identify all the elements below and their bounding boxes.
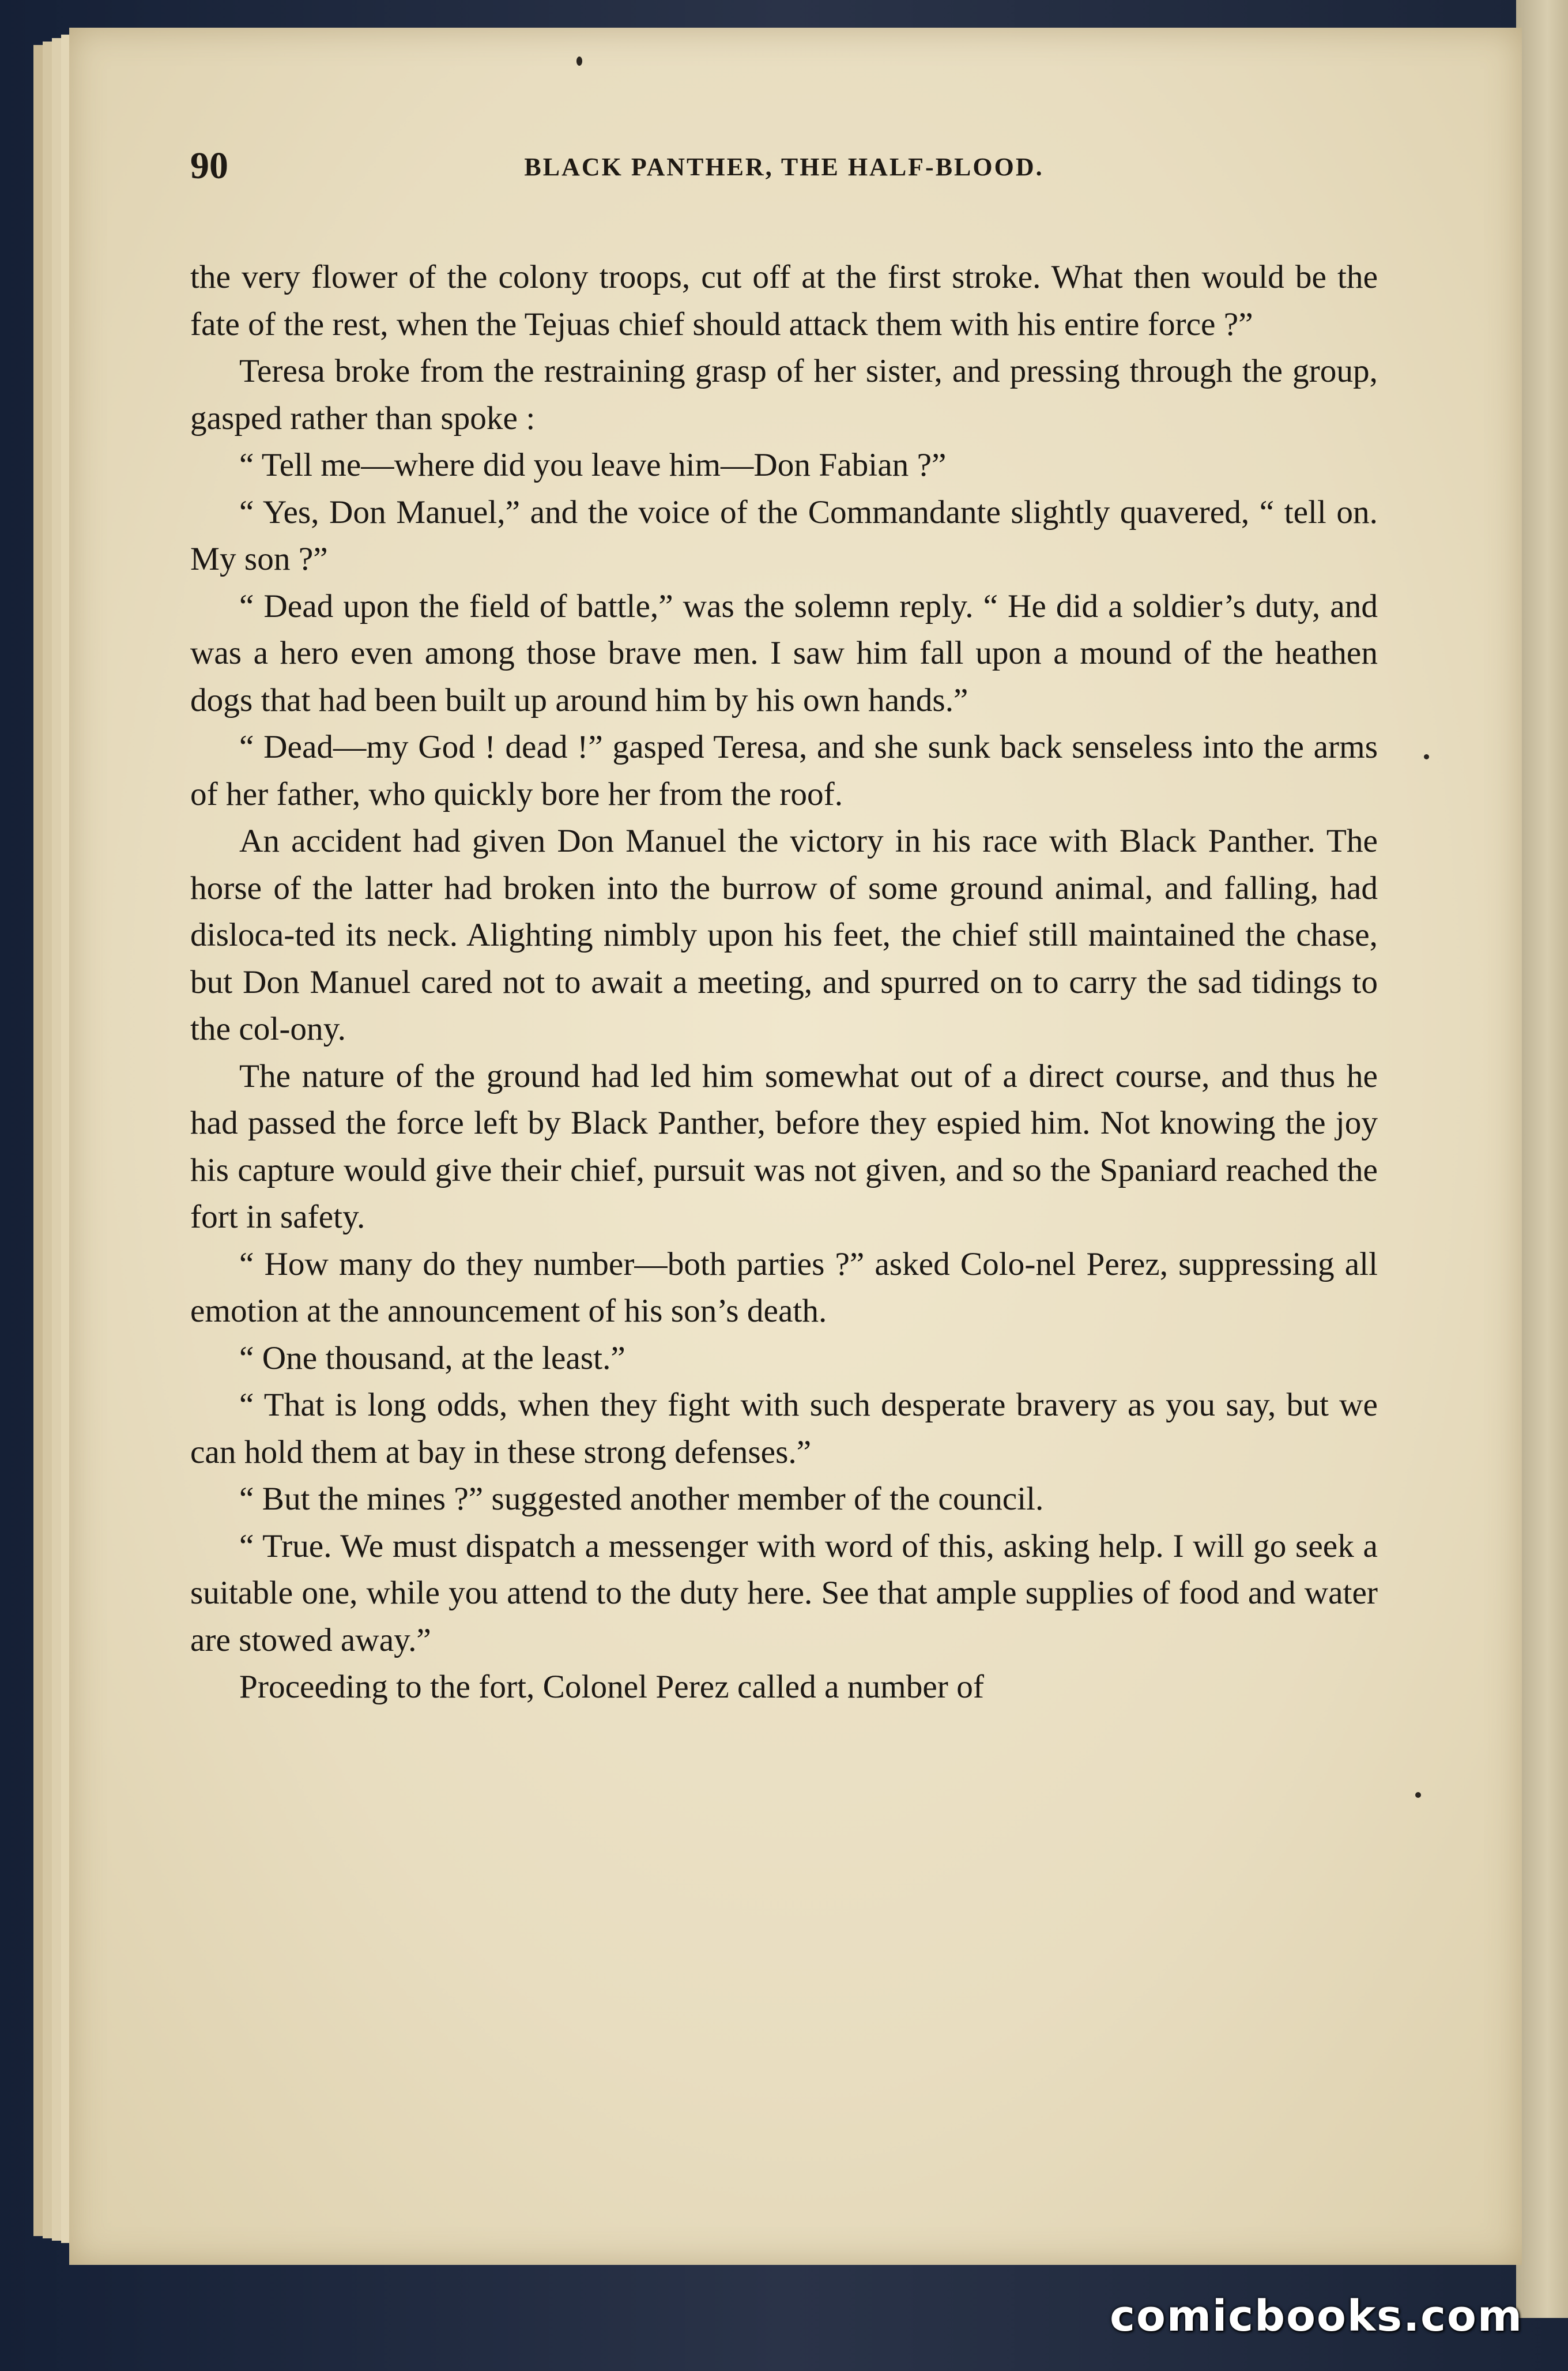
paragraph: Proceeding to the fort, Colonel Perez called a number of	[239, 1669, 984, 1705]
paragraph: “ One thousand, at the least.”	[239, 1339, 625, 1376]
ink-speck	[1424, 754, 1429, 759]
paragraph: “ Tell me—where did you leave him—Don Fabian ?”	[239, 447, 947, 483]
paragraph: Teresa broke from the restraining grasp of her sister, and pressing through the group, gasped rather than spoke :	[190, 353, 1378, 436]
watermark: comicbooks.com	[1110, 2291, 1523, 2341]
paragraph: The nature of the ground had led him somewhat out of a direct course, and thus he had passed the force left by Black Panther, before they espied him. Not knowing the joy his capture would give their chief, pursuit was not given, and so the Spaniard reached the fort in safety.	[190, 1057, 1378, 1235]
paragraph: “ Dead upon the field of battle,” was the solemn reply. “ He did a soldier’s duty, and was a hero even among those brave men. I saw him fall upon a mound of the heathen dogs that had been built up around him by his own hands.”	[190, 588, 1378, 718]
paragraph: “ That is long odds, when they fight with such desperate bravery as you say, but we can hold them at bay in these strong defenses.”	[190, 1387, 1378, 1470]
back-page-edge	[1516, 0, 1568, 2318]
paragraph: “ True. We must dispatch a messenger with word of this, asking help. I will go seek a suitable one, while you attend to the duty here. See that ample supplies of food and water are stowed away.”	[190, 1527, 1378, 1658]
page-number: 90	[190, 145, 228, 187]
running-head: BLACK PANTHER, THE HALF-BLOOD.	[524, 153, 1044, 181]
paragraph: “ Yes, Don Manuel,” and the voice of the Commandante slightly quavered, “ tell on. My son ?”	[190, 494, 1378, 577]
paragraph: An accident had given Don Manuel the victory in his race with Black Panther. The horse of the latter had broken into the burrow of some ground animal, and falling, had disloca-ted its neck. Alighting nimbly upon his feet, the chief still maintained the chase, but Don Manuel cared not to await a meeting, and spurred on to carry the sad tidings to the col-ony.	[190, 823, 1378, 1047]
paragraph: “ But the mines ?” suggested another member of the council.	[239, 1481, 1044, 1517]
page-header	[190, 144, 1378, 208]
ink-speck	[576, 57, 582, 66]
paragraph: the very flower of the colony troops, cut off at the first stroke. What then would be the fate of the rest, when the Tejuas chief should attack them with his entire force ?”	[190, 259, 1378, 343]
body-text	[190, 254, 1378, 1711]
paragraph: “ How many do they number—both parties ?” asked Colo-nel Perez, suppressing all emotion at the announcement of his son’s death.	[190, 1245, 1378, 1329]
ink-speck	[1415, 1792, 1421, 1798]
paragraph: “ Dead—my God ! dead !” gasped Teresa, and she sunk back senseless into the arms of her father, who quickly bore her from the roof.	[190, 729, 1378, 812]
